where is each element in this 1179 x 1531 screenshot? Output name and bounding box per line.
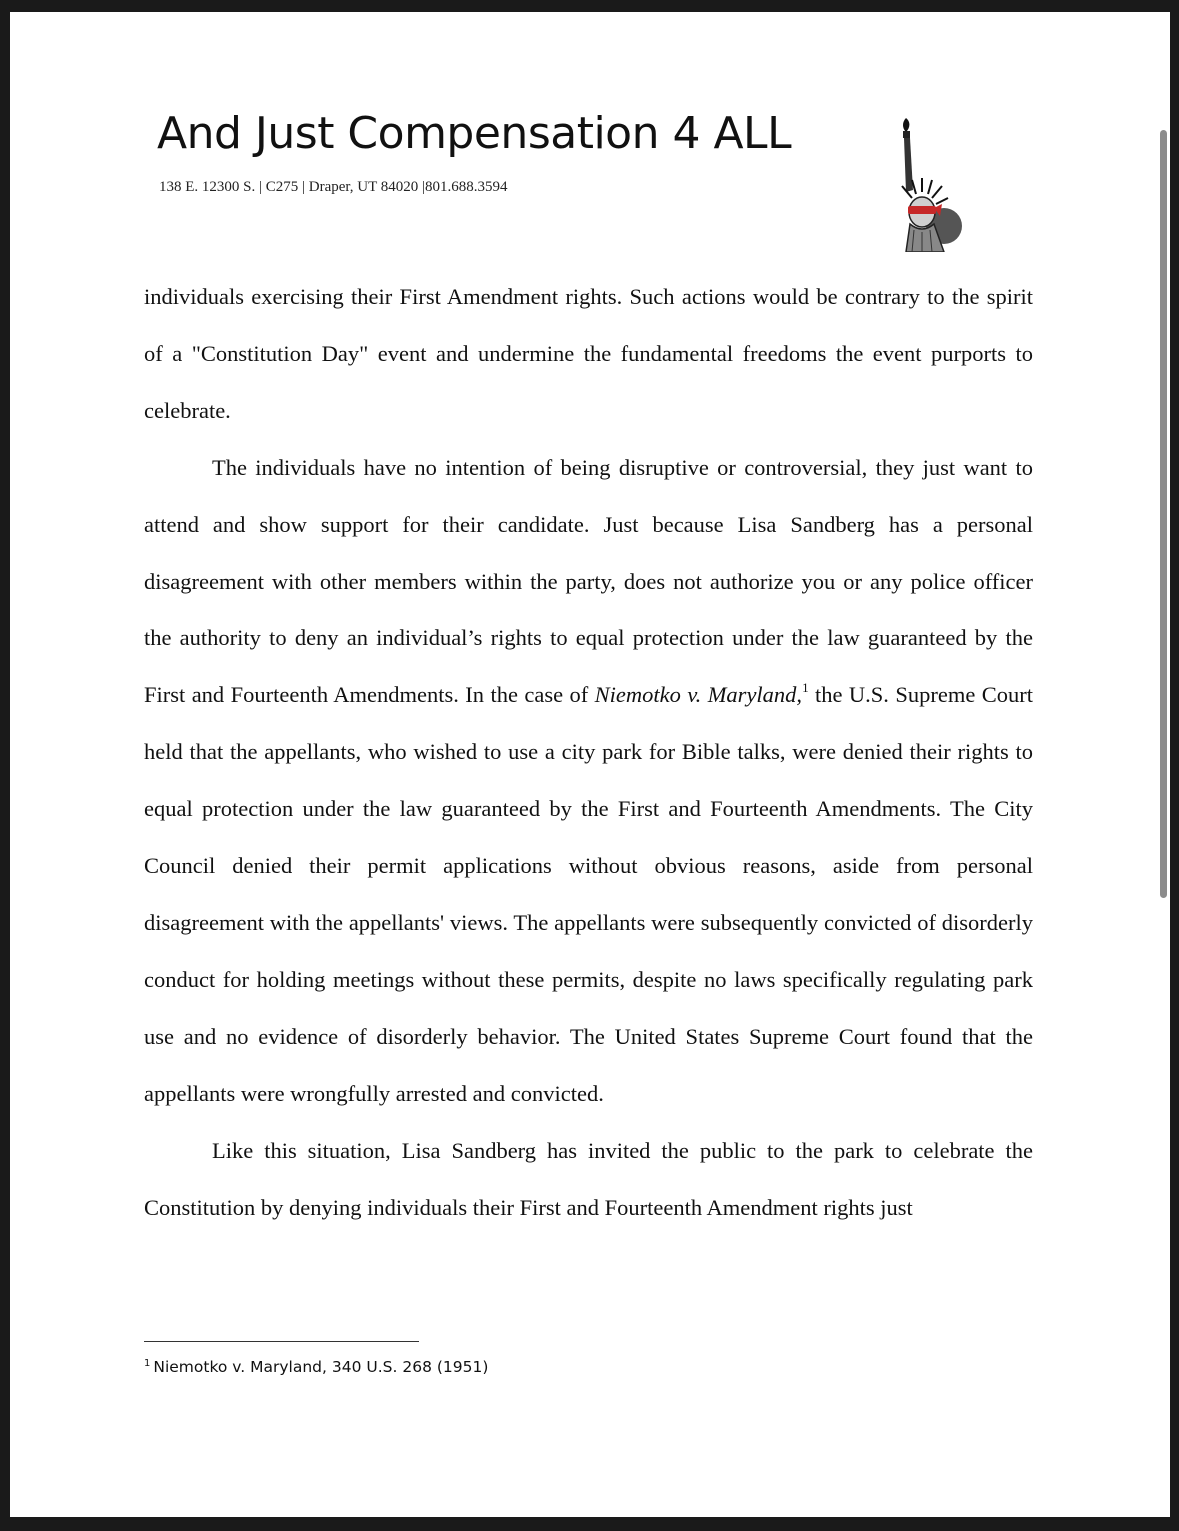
paragraph-1: individuals exercising their First Amendment rights. Such actions would be contrary to the spirit of a "Constitution Day" event and undermine the fundamental freedoms the event purports to celebrate. bbox=[144, 284, 1033, 423]
footnote-text: Niemotko v. Maryland, 340 U.S. 268 (1951) bbox=[153, 1358, 489, 1376]
footnote-divider bbox=[144, 1341, 419, 1342]
case-citation: Niemotko v. Maryland, bbox=[594, 682, 803, 708]
letter-body bbox=[144, 269, 1033, 1236]
paragraph-2-rest: the U.S. Supreme Court held that the appellants, who wished to use a city park for Bible talks, were denied their rights to equal protection under the law guaranteed by the First and Fourteenth Amendments. The City Council denied their permit applications without obvious reasons, aside from personal disagreement with the appellants' views. The appellants were subsequently convicted of disorderly conduct for holding meetings without these permits, despite no laws specifically regulating park use and no evidence of disorderly behavior. The United States Supreme Court found that the appellants were wrongfully arrested and convicted. bbox=[144, 682, 1033, 1106]
organization-address: 138 E. 12300 S. | C275 | Draper, UT 84020 |801.688.3594 bbox=[159, 179, 508, 195]
paragraph-2-lead: The individuals have no intention of being disruptive or controversial, they just want to attend and show support for their candidate. Just because Lisa Sandberg has a personal disagreement with other members within the party, does not authorize you or any police officer the authority to deny an individual’s rights to equal protection under the law guaranteed by the First and Fourteenth Amendments. In the case of bbox=[144, 454, 1033, 708]
paragraph-3: Like this situation, Lisa Sandberg has invited the public to the park to celebrate the Constitution by denying individuals their First and Fourteenth Amendment rights just bbox=[144, 1137, 1033, 1220]
document-page bbox=[10, 12, 1170, 1517]
organization-name: And Just Compensation 4 ALL bbox=[157, 108, 792, 159]
footnote-reference[interactable]: 1 bbox=[802, 680, 809, 696]
vertical-scrollbar[interactable] bbox=[1160, 130, 1167, 898]
paragraph-2 bbox=[144, 440, 1033, 1123]
statue-of-liberty-logo-icon bbox=[882, 112, 962, 252]
footnote-marker: 1 bbox=[144, 1358, 151, 1369]
footnote bbox=[144, 1358, 488, 1376]
